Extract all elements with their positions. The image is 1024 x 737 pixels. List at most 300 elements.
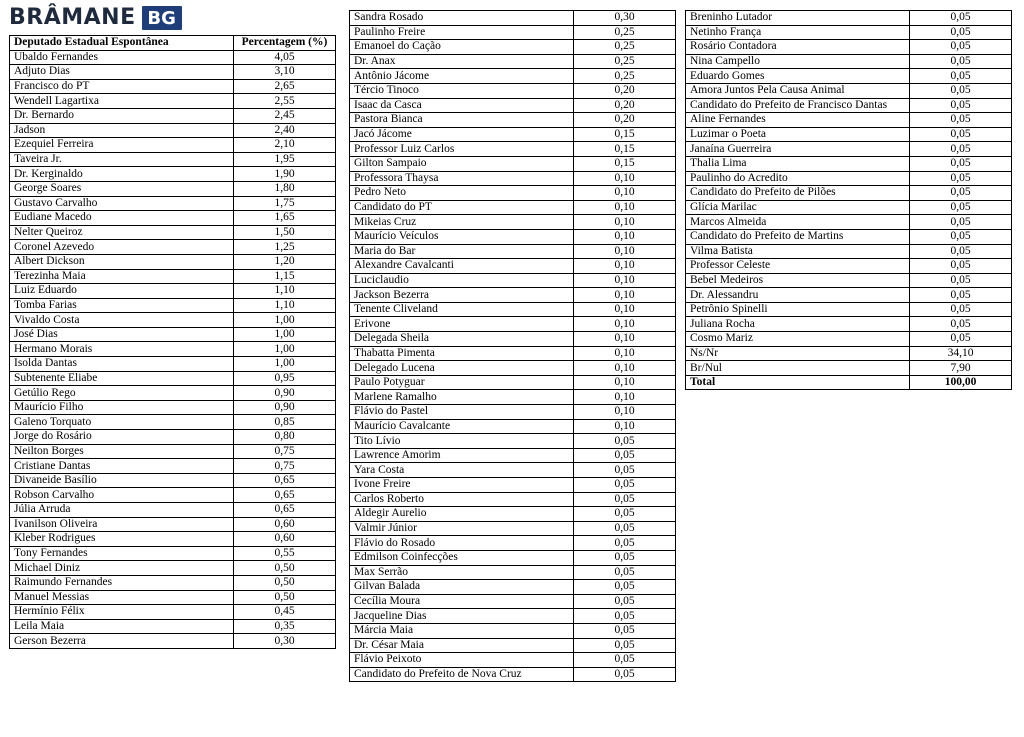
candidate-percentage: 1,15 <box>234 269 336 284</box>
candidate-name: Candidato do PT <box>350 200 574 215</box>
table-row <box>350 550 676 565</box>
candidate-percentage: 0,10 <box>574 273 676 288</box>
candidate-percentage: 0,05 <box>574 594 676 609</box>
table-row <box>686 25 1012 40</box>
candidate-name: Candidato do Prefeito de Nova Cruz <box>350 667 574 682</box>
candidate-percentage: 0,10 <box>574 361 676 376</box>
table-row <box>10 342 336 357</box>
candidate-percentage: 34,10 <box>910 346 1012 361</box>
candidate-percentage: 0,10 <box>574 244 676 259</box>
candidate-percentage: 0,05 <box>574 667 676 682</box>
candidate-name: Ivone Freire <box>350 478 574 493</box>
candidate-percentage: 0,05 <box>910 156 1012 171</box>
candidate-name: Marcos Almeida <box>686 215 910 230</box>
table-row <box>10 269 336 284</box>
candidate-name: Manuel Messias <box>10 590 234 605</box>
table-row <box>350 448 676 463</box>
table-row <box>686 302 1012 317</box>
table-row <box>10 327 336 342</box>
logo-text: BRÂMANE <box>9 5 136 30</box>
table-row <box>10 415 336 430</box>
candidate-name: Erivone <box>350 317 574 332</box>
candidate-percentage: 0,10 <box>574 390 676 405</box>
header-name: Deputado Estadual Espontânea <box>10 36 234 51</box>
table-row <box>350 346 676 361</box>
candidate-percentage: 0,80 <box>234 430 336 445</box>
table-row <box>350 69 676 84</box>
table-row <box>350 638 676 653</box>
candidate-name: Galeno Torquato <box>10 415 234 430</box>
candidate-percentage: 0,05 <box>910 229 1012 244</box>
candidate-percentage: 0,05 <box>574 463 676 478</box>
table-row <box>10 225 336 240</box>
candidate-percentage: 1,25 <box>234 240 336 255</box>
candidate-percentage: 0,65 <box>234 473 336 488</box>
candidate-percentage: 4,05 <box>234 50 336 65</box>
table-row <box>350 54 676 69</box>
candidate-percentage: 0,05 <box>910 25 1012 40</box>
table-row <box>10 138 336 153</box>
candidate-percentage: 0,10 <box>574 405 676 420</box>
candidate-name: Janaína Guerreira <box>686 142 910 157</box>
candidate-percentage: 0,05 <box>910 127 1012 142</box>
table-row <box>350 667 676 682</box>
candidate-percentage: 0,05 <box>910 273 1012 288</box>
table-row <box>686 332 1012 347</box>
table-row <box>686 54 1012 69</box>
candidate-percentage: 0,05 <box>910 113 1012 128</box>
table-row <box>350 565 676 580</box>
candidate-name: Flávio do Rosado <box>350 536 574 551</box>
table-row <box>350 259 676 274</box>
candidate-percentage: 0,05 <box>574 550 676 565</box>
candidate-percentage: 0,50 <box>234 590 336 605</box>
total-row <box>686 375 1012 390</box>
logo <box>9 5 182 31</box>
candidate-percentage: 0,30 <box>234 634 336 649</box>
table-row <box>10 152 336 167</box>
candidate-name: Yara Costa <box>350 463 574 478</box>
candidate-percentage: 0,35 <box>234 619 336 634</box>
candidate-percentage: 0,10 <box>574 346 676 361</box>
candidate-name: Jackson Bezerra <box>350 288 574 303</box>
candidate-name: José Dias <box>10 327 234 342</box>
candidate-name: Getúlio Rego <box>10 386 234 401</box>
candidate-name: Delegada Sheila <box>350 332 574 347</box>
candidate-percentage: 0,20 <box>574 83 676 98</box>
candidate-name: Coronel Azevedo <box>10 240 234 255</box>
candidate-percentage: 0,95 <box>234 371 336 386</box>
table-row <box>10 167 336 182</box>
candidate-name: Emanoel do Cação <box>350 40 574 55</box>
candidate-name: Eduardo Gomes <box>686 69 910 84</box>
candidate-name: Glícia Marilac <box>686 200 910 215</box>
candidate-percentage: 0,75 <box>234 444 336 459</box>
candidate-name: Ezequiel Ferreira <box>10 138 234 153</box>
candidate-percentage: 0,25 <box>574 40 676 55</box>
candidate-percentage: 0,05 <box>574 609 676 624</box>
candidate-name: Cristiane Dantas <box>10 459 234 474</box>
candidate-percentage: 2,45 <box>234 108 336 123</box>
candidate-percentage: 0,10 <box>574 302 676 317</box>
candidate-percentage: 0,05 <box>574 521 676 536</box>
candidate-name: Carlos Roberto <box>350 492 574 507</box>
candidate-percentage: 0,05 <box>910 69 1012 84</box>
candidate-percentage: 0,05 <box>910 288 1012 303</box>
candidate-name: Breninho Lutador <box>686 11 910 26</box>
table-row <box>686 142 1012 157</box>
table-row <box>350 273 676 288</box>
candidate-percentage: 0,25 <box>574 69 676 84</box>
candidate-percentage: 2,55 <box>234 94 336 109</box>
candidate-name: Aline Fernandes <box>686 113 910 128</box>
candidate-percentage: 0,05 <box>574 565 676 580</box>
table-row <box>686 244 1012 259</box>
table-row <box>350 186 676 201</box>
candidate-percentage: 0,10 <box>574 259 676 274</box>
candidate-name: Paulinho do Acredito <box>686 171 910 186</box>
candidate-name: Raimundo Fernandes <box>10 575 234 590</box>
candidate-name: Netinho França <box>686 25 910 40</box>
table-row <box>686 69 1012 84</box>
candidate-percentage: 0,50 <box>234 561 336 576</box>
candidate-name: Ivanilson Oliveira <box>10 517 234 532</box>
candidate-percentage: 1,90 <box>234 167 336 182</box>
candidate-name: Tito Lívio <box>350 434 574 449</box>
table-row <box>10 284 336 299</box>
table-row <box>350 507 676 522</box>
table-row <box>10 561 336 576</box>
table-row <box>350 200 676 215</box>
candidate-name: Francisco do PT <box>10 79 234 94</box>
candidate-percentage: 0,60 <box>234 517 336 532</box>
candidate-percentage: 0,25 <box>574 25 676 40</box>
candidate-percentage: 0,60 <box>234 532 336 547</box>
candidate-name: Divaneide Basílio <box>10 473 234 488</box>
table-row <box>350 156 676 171</box>
candidate-percentage: 1,00 <box>234 313 336 328</box>
candidate-name: Adjuto Dias <box>10 65 234 80</box>
table-row <box>10 240 336 255</box>
table-row <box>686 273 1012 288</box>
candidate-name: Jorge do Rosário <box>10 430 234 445</box>
table-row <box>350 127 676 142</box>
candidate-name: Luzimar o Poeta <box>686 127 910 142</box>
candidate-percentage: 0,05 <box>574 434 676 449</box>
table-row <box>686 11 1012 26</box>
candidate-name: Paulinho Freire <box>350 25 574 40</box>
candidate-name: Delegado Lucena <box>350 361 574 376</box>
candidate-name: Dr. Kerginaldo <box>10 167 234 182</box>
candidate-name: Luciclaudio <box>350 273 574 288</box>
table-row <box>686 215 1012 230</box>
table-row <box>10 473 336 488</box>
candidate-name: Rosário Contadora <box>686 40 910 55</box>
table-row <box>350 302 676 317</box>
candidate-name: Isolda Dantas <box>10 357 234 372</box>
candidate-name: Petrônio Spinelli <box>686 302 910 317</box>
candidate-percentage: 2,10 <box>234 138 336 153</box>
table-row <box>350 375 676 390</box>
candidate-percentage: 0,05 <box>910 215 1012 230</box>
candidate-percentage: 1,10 <box>234 298 336 313</box>
table-row <box>10 371 336 386</box>
candidate-name: Amora Juntos Pela Causa Animal <box>686 83 910 98</box>
candidate-percentage: 0,05 <box>574 507 676 522</box>
candidate-percentage: 0,75 <box>234 459 336 474</box>
candidate-name: Jacó Jácome <box>350 127 574 142</box>
table-row <box>10 590 336 605</box>
candidate-name: Thalia Lima <box>686 156 910 171</box>
candidate-percentage: 0,05 <box>910 317 1012 332</box>
candidate-name: Tenente Cliveland <box>350 302 574 317</box>
table-row <box>350 653 676 668</box>
table-row <box>10 50 336 65</box>
table-row <box>10 254 336 269</box>
candidate-name: Dr. Bernardo <box>10 108 234 123</box>
logo-badge: BG <box>142 6 182 30</box>
candidate-name: Jadson <box>10 123 234 138</box>
table-row <box>10 459 336 474</box>
table-row <box>10 79 336 94</box>
candidate-percentage: 1,75 <box>234 196 336 211</box>
table-row <box>10 634 336 649</box>
candidate-percentage: 0,05 <box>574 638 676 653</box>
candidate-percentage: 0,10 <box>574 200 676 215</box>
candidate-percentage: 1,00 <box>234 342 336 357</box>
candidate-name: Marlene Ramalho <box>350 390 574 405</box>
candidate-name: Eudiane Macedo <box>10 211 234 226</box>
table-row <box>686 317 1012 332</box>
table-row <box>686 156 1012 171</box>
table-row <box>350 40 676 55</box>
candidate-name: Leila Maia <box>10 619 234 634</box>
candidate-name: Dr. César Maia <box>350 638 574 653</box>
table-row <box>350 463 676 478</box>
candidate-name: Gilton Sampaio <box>350 156 574 171</box>
candidate-percentage: 0,05 <box>910 186 1012 201</box>
candidate-name: Gustavo Carvalho <box>10 196 234 211</box>
table-row <box>350 317 676 332</box>
results-table-2 <box>349 10 676 682</box>
candidate-name: Vivaldo Costa <box>10 313 234 328</box>
candidate-name: Albert Dickson <box>10 254 234 269</box>
table-row <box>10 400 336 415</box>
candidate-name: Júlia Arruda <box>10 503 234 518</box>
table-row <box>686 259 1012 274</box>
candidate-percentage: 0,05 <box>910 142 1012 157</box>
candidate-name: Cecília Moura <box>350 594 574 609</box>
table-row <box>350 609 676 624</box>
candidate-name: Alexandre Cavalcanti <box>350 259 574 274</box>
table-row <box>350 244 676 259</box>
candidate-name: Nelter Queiroz <box>10 225 234 240</box>
table-row <box>350 229 676 244</box>
candidate-name: Mikeias Cruz <box>350 215 574 230</box>
table-row <box>10 546 336 561</box>
candidate-percentage: 0,05 <box>910 332 1012 347</box>
candidate-name: Maurício Cavalcante <box>350 419 574 434</box>
candidate-percentage: 0,10 <box>574 186 676 201</box>
table-row <box>10 386 336 401</box>
candidate-name: Max Serrão <box>350 565 574 580</box>
candidate-name: Wendell Lagartixa <box>10 94 234 109</box>
candidate-name: George Soares <box>10 181 234 196</box>
table-row <box>686 288 1012 303</box>
table-row <box>686 127 1012 142</box>
candidate-percentage: 1,80 <box>234 181 336 196</box>
table-row <box>10 313 336 328</box>
candidate-name: Maurício Filho <box>10 400 234 415</box>
candidate-name: Luiz Eduardo <box>10 284 234 299</box>
candidate-percentage: 1,95 <box>234 152 336 167</box>
table-row <box>350 25 676 40</box>
candidate-percentage: 2,40 <box>234 123 336 138</box>
candidate-name: Hermano Morais <box>10 342 234 357</box>
candidate-percentage: 0,10 <box>574 317 676 332</box>
table-row <box>10 503 336 518</box>
table-row <box>686 229 1012 244</box>
candidate-percentage: 0,25 <box>574 54 676 69</box>
candidate-name: Isaac da Casca <box>350 98 574 113</box>
candidate-name: Márcia Maia <box>350 623 574 638</box>
table-header-row <box>10 36 336 51</box>
table-row <box>10 517 336 532</box>
candidate-name: Flávio Peixoto <box>350 653 574 668</box>
table-row <box>10 94 336 109</box>
table-row <box>10 430 336 445</box>
table-row <box>686 98 1012 113</box>
candidate-percentage: 0,05 <box>910 200 1012 215</box>
table-row <box>10 605 336 620</box>
table-row <box>686 40 1012 55</box>
candidate-name: Hermínio Félix <box>10 605 234 620</box>
candidate-percentage: 1,20 <box>234 254 336 269</box>
candidate-percentage: 0,05 <box>910 171 1012 186</box>
candidate-percentage: 0,05 <box>910 259 1012 274</box>
table-row <box>350 419 676 434</box>
table-row <box>350 521 676 536</box>
candidate-percentage: 0,05 <box>574 536 676 551</box>
candidate-percentage: 0,05 <box>574 623 676 638</box>
table-row <box>350 580 676 595</box>
candidate-percentage: 0,30 <box>574 11 676 26</box>
table-row <box>10 357 336 372</box>
candidate-percentage: 0,15 <box>574 156 676 171</box>
candidate-name: Candidato do Prefeito de Francisco Dantas <box>686 98 910 113</box>
results-table-3 <box>685 10 1012 390</box>
candidate-name: Cosmo Mariz <box>686 332 910 347</box>
candidate-percentage: 0,05 <box>574 580 676 595</box>
candidate-percentage: 0,05 <box>574 653 676 668</box>
table-row <box>350 405 676 420</box>
candidate-name: Robson Carvalho <box>10 488 234 503</box>
table-row <box>686 83 1012 98</box>
candidate-name: Terezinha Maia <box>10 269 234 284</box>
candidate-percentage: 0,05 <box>910 98 1012 113</box>
candidate-name: Kleber Rodrigues <box>10 532 234 547</box>
candidate-percentage: 0,05 <box>574 448 676 463</box>
candidate-percentage: 0,10 <box>574 229 676 244</box>
table-row <box>686 113 1012 128</box>
candidate-name: Sandra Rosado <box>350 11 574 26</box>
candidate-name: Subtenente Eliabe <box>10 371 234 386</box>
candidate-percentage: 2,65 <box>234 79 336 94</box>
table-row <box>686 346 1012 361</box>
candidate-name: Pastora Bianca <box>350 113 574 128</box>
candidate-percentage: 0,15 <box>574 142 676 157</box>
candidate-name: Paulo Potyguar <box>350 375 574 390</box>
candidate-percentage: 0,65 <box>234 488 336 503</box>
table-row <box>350 623 676 638</box>
table-row <box>350 536 676 551</box>
candidate-name: Nina Campello <box>686 54 910 69</box>
header-percentage: Percentagem (%) <box>234 36 336 51</box>
candidate-name: Dr. Anax <box>350 54 574 69</box>
candidate-name: Bebel Medeiros <box>686 273 910 288</box>
table-row <box>10 181 336 196</box>
candidate-name: Professora Thaysa <box>350 171 574 186</box>
candidate-percentage: 0,15 <box>574 127 676 142</box>
candidate-percentage: 1,10 <box>234 284 336 299</box>
table-row <box>350 113 676 128</box>
total-value: 100,00 <box>910 375 1012 390</box>
candidate-name: Taveira Jr. <box>10 152 234 167</box>
candidate-percentage: 0,65 <box>234 503 336 518</box>
candidate-percentage: 0,10 <box>574 288 676 303</box>
candidate-name: Br/Nul <box>686 361 910 376</box>
table-row <box>350 288 676 303</box>
candidate-name: Vilma Batista <box>686 244 910 259</box>
candidate-name: Dr. Alessandru <box>686 288 910 303</box>
candidate-percentage: 0,05 <box>910 40 1012 55</box>
table-row <box>350 594 676 609</box>
candidate-name: Ubaldo Fernandes <box>10 50 234 65</box>
table-row <box>350 361 676 376</box>
candidate-name: Maurício Veículos <box>350 229 574 244</box>
table-row <box>10 211 336 226</box>
candidate-percentage: 0,20 <box>574 113 676 128</box>
candidate-percentage: 0,90 <box>234 400 336 415</box>
candidate-name: Tomba Farias <box>10 298 234 313</box>
candidate-percentage: 0,10 <box>574 419 676 434</box>
candidate-name: Lawrence Amorim <box>350 448 574 463</box>
candidate-percentage: 1,00 <box>234 357 336 372</box>
candidate-percentage: 0,85 <box>234 415 336 430</box>
table-row <box>10 108 336 123</box>
candidate-percentage: 0,10 <box>574 215 676 230</box>
table-row <box>10 488 336 503</box>
candidate-name: Michael Diniz <box>10 561 234 576</box>
candidate-name: Juliana Rocha <box>686 317 910 332</box>
candidate-percentage: 0,10 <box>574 332 676 347</box>
candidate-name: Tércio Tinoco <box>350 83 574 98</box>
candidate-percentage: 0,05 <box>910 11 1012 26</box>
table-row <box>350 478 676 493</box>
candidate-percentage: 0,45 <box>234 605 336 620</box>
candidate-percentage: 0,05 <box>910 302 1012 317</box>
candidate-name: Candidato do Prefeito de Pilões <box>686 186 910 201</box>
table-row <box>350 83 676 98</box>
candidate-name: Gerson Bezerra <box>10 634 234 649</box>
candidate-percentage: 0,05 <box>910 83 1012 98</box>
table-row <box>350 11 676 26</box>
candidate-percentage: 0,10 <box>574 171 676 186</box>
candidate-name: Aldegir Aurelio <box>350 507 574 522</box>
candidate-percentage: 0,20 <box>574 98 676 113</box>
candidate-name: Jacqueline Dias <box>350 609 574 624</box>
candidate-percentage: 0,05 <box>910 54 1012 69</box>
